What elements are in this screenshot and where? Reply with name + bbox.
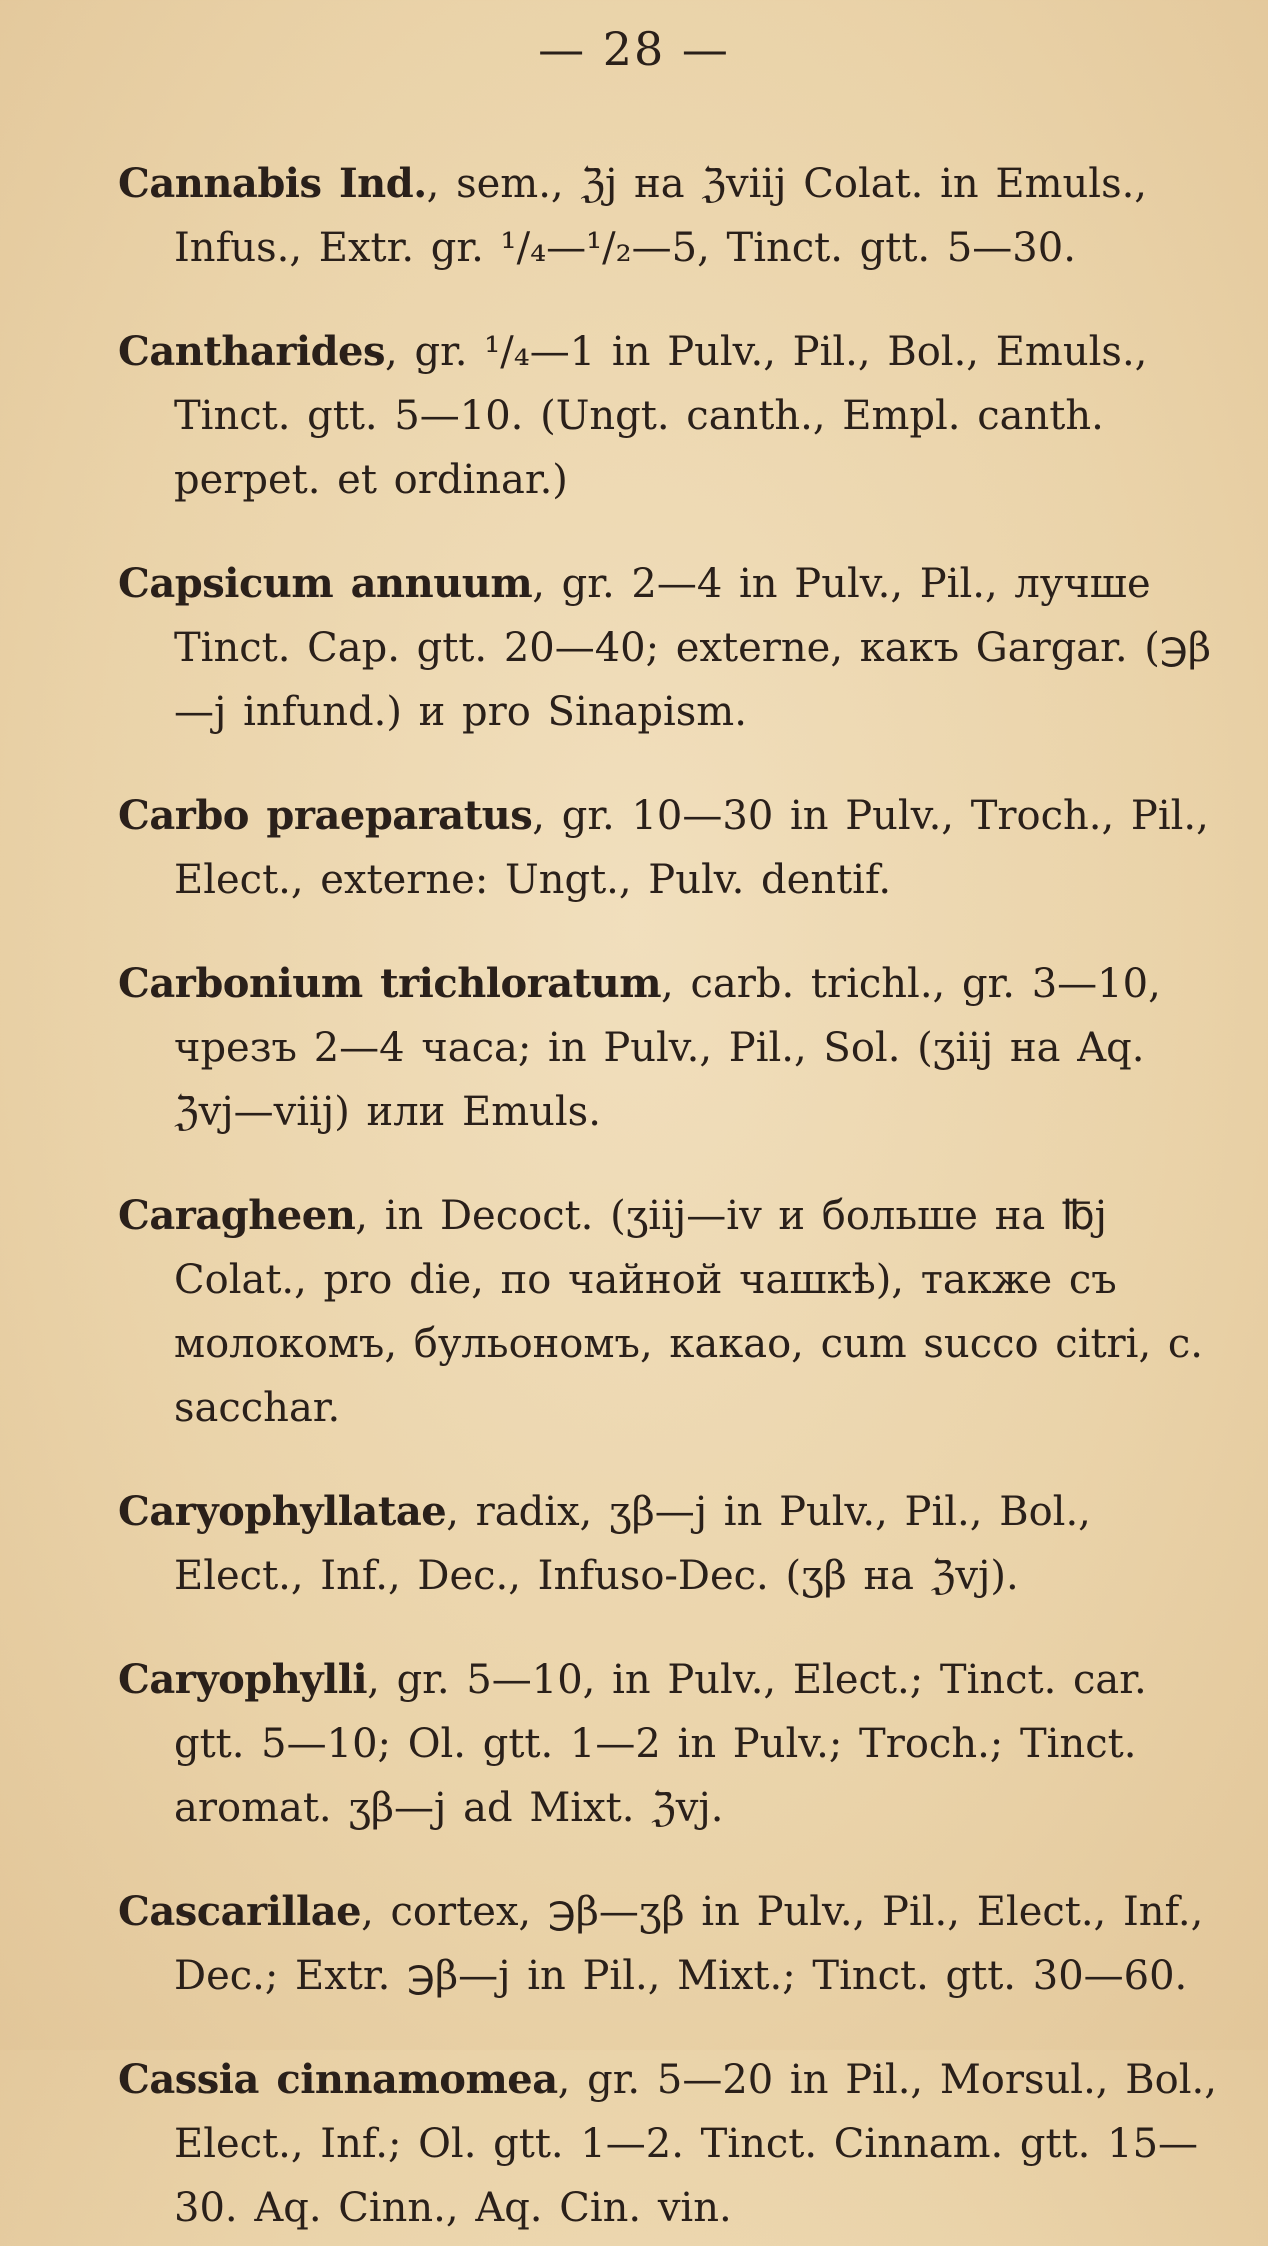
entry-cassia	[118, 2048, 1220, 2240]
entry-text: , carb. trichl., gr. 3—10, чрезъ 2—4 часа; in Pulv., Pil., Sol. (ʒiij на Aq. ℨvj—viij) или Emuls.	[174, 961, 1161, 1135]
entry-text: , cortex, ℈β—ʒβ in Pulv., Pil., Elect., Inf., Dec.; Extr. ℈β—j in Pil., Mixt.; Tinct. gtt. 30—60.	[174, 1889, 1204, 1999]
entry-heading: Caryophylli	[118, 1656, 368, 1703]
entry-heading: Cannabis Ind.	[118, 160, 427, 207]
entry-cannabis	[118, 152, 1220, 280]
entry-text: , in Decoct. (ʒiij—iv и больше на ℔j Colat., pro die, по чайной чашкѣ), также съ молокомъ, бульономъ, какао, cum succo citri, c. sacchar.	[174, 1193, 1204, 1431]
entry-heading: Cantharides	[118, 328, 386, 375]
entry-heading: Caryophyllatae	[118, 1488, 447, 1535]
entry-caryophyllatae	[118, 1480, 1220, 1608]
entry-heading: Capsicum annuum	[118, 560, 533, 607]
entry-heading: Cascarillae	[118, 1888, 362, 1935]
entry-text: , gr. 5—10, in Pulv., Elect.; Tinct. car. gtt. 5—10; Ol. gtt. 1—2 in Pulv.; Troch.; Tinct. aromat. ʒβ—j ad Mixt. ℨvj.	[174, 1657, 1147, 1831]
entry-capsicum	[118, 552, 1220, 744]
entry-heading: Caragheen	[118, 1192, 356, 1239]
entry-cascarillae	[118, 1880, 1220, 2008]
entry-carbonium	[118, 952, 1220, 1144]
entry-text: , gr. 10—30 in Pulv., Troch., Pil., Elect., externe: Ungt., Pulv. dentif.	[174, 793, 1209, 903]
entry-cantharides	[118, 320, 1220, 512]
entry-text: , gr. 5—20 in Pil., Morsul., Bol., Elect., Inf.; Ol. gtt. 1—2. Tinct. Cinnam. gtt. 15—30. Aq. Cinn., Aq. Cin. vin.	[174, 2057, 1217, 2231]
entry-text: , gr. 2—4 in Pulv., Pil., лучше Tinct. Cap. gtt. 20—40; externe, какъ Gargar. (℈β—j infund.) и pro Sinapism.	[174, 561, 1211, 735]
entry-caryophylli	[118, 1648, 1220, 1840]
page-number: — 28 —	[538, 22, 730, 76]
entry-text: , radix, ʒβ—j in Pulv., Pil., Bol., Elect., Inf., Dec., Infuso-Dec. (ʒβ на ℨvj).	[174, 1489, 1091, 1599]
entry-text: , sem., ℨj на ℨviij Colat. in Emuls., Infus., Extr. gr. ¹/₄—¹/₂—5, Tinct. gtt. 5—30.	[174, 161, 1148, 271]
entry-heading: Cassia cinnamomea	[118, 2056, 558, 2103]
entry-caragheen	[118, 1184, 1220, 1440]
entry-carbo	[118, 784, 1220, 912]
entry-heading: Carbonium trichloratum	[118, 960, 662, 1007]
entry-heading: Carbo praeparatus	[118, 792, 533, 839]
entry-text: , gr. ¹/₄—1 in Pulv., Pil., Bol., Emuls., Tinct. gtt. 5—10. (Ungt. canth., Empl. canth. perpet. et ordinar.)	[174, 329, 1148, 503]
entry-list	[118, 112, 1220, 2246]
